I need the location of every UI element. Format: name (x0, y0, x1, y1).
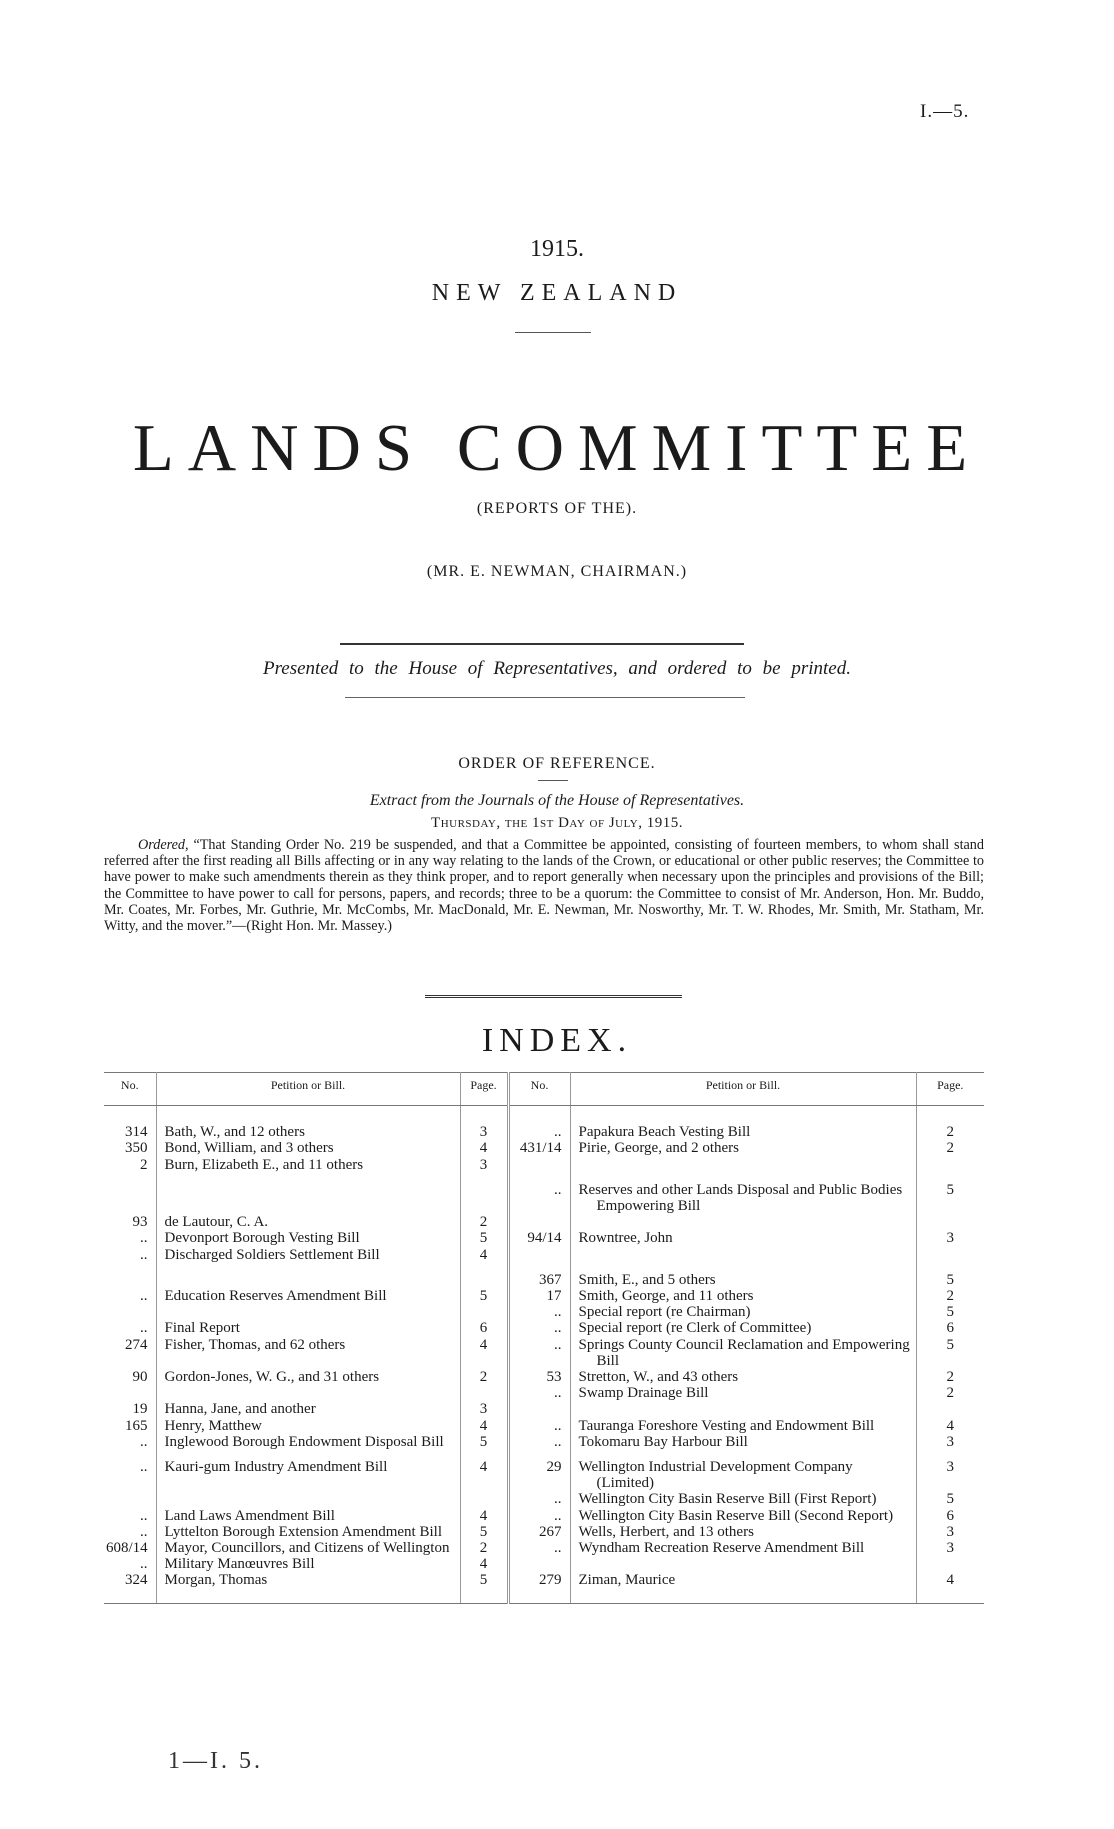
entry-title (570, 1418, 916, 1434)
entry-page: 5 (460, 1230, 508, 1246)
entry-title (570, 1214, 916, 1230)
entry-page: 4 (460, 1556, 508, 1572)
order-date: Thursday, the 1st Day of July, 1915. (431, 815, 683, 831)
entry-text: Discharged Soldiers Settlement Bill (164, 1246, 380, 1263)
entry-title (570, 1508, 916, 1524)
entry-text: Springs County Council Reclamation and Empowering Bill (578, 1336, 910, 1369)
entry-number: .. (508, 1337, 570, 1369)
entry-text: Fisher, Thomas, and 62 others (164, 1336, 346, 1353)
entry-page (916, 1247, 984, 1263)
index-header-row (104, 1073, 984, 1106)
table-row (104, 1247, 984, 1263)
entry-title (156, 1272, 460, 1288)
entry-text: Special report (re Chairman) (578, 1304, 751, 1321)
table-row (104, 1491, 984, 1507)
table-row (104, 1508, 984, 1524)
entry-page: 5 (946, 1181, 954, 1198)
entry-title (570, 1459, 916, 1491)
entry-text: Bond, William, and 3 others (164, 1140, 334, 1157)
entry-text: Morgan, Thomas (164, 1572, 268, 1589)
entry-title (570, 1524, 916, 1540)
col-page-header: Page. (460, 1073, 508, 1106)
entry-number (508, 1157, 570, 1173)
page-title: LANDS COMMITTEE (132, 411, 982, 485)
entry-text: Papakura Beach Vesting Bill (578, 1124, 751, 1141)
entry-number: 608/14 (104, 1540, 156, 1556)
entry-title (156, 1140, 460, 1156)
entry-page: 2 (460, 1369, 508, 1385)
entry-number: .. (508, 1304, 570, 1320)
entry-number: .. (508, 1434, 570, 1450)
chairman-line: (MR. E. NEWMAN, CHAIRMAN.) (426, 563, 688, 580)
col-page-header-right: Page. (916, 1073, 984, 1106)
entry-title (156, 1247, 460, 1263)
entry-page: 2 (946, 1140, 954, 1157)
col-no-header: No. (104, 1073, 156, 1106)
entry-text: Reserves and other Lands Disposal and Public Bodies Empowering Bill (578, 1181, 903, 1215)
entry-text: Burn, Elizabeth E., and 11 others (164, 1156, 364, 1173)
entry-page: 5 (946, 1336, 954, 1353)
gap-cell (460, 1263, 508, 1272)
entry-title (570, 1572, 916, 1603)
divider (515, 332, 591, 333)
entry-title (156, 1459, 460, 1491)
entry-page: 2 (460, 1214, 508, 1230)
entry-text: Education Reserves Amendment Bill (164, 1288, 387, 1305)
entry-number: .. (104, 1434, 156, 1450)
entry-title (156, 1524, 460, 1540)
entry-title (570, 1369, 916, 1385)
table-row (104, 1385, 984, 1401)
entry-page: 4 (460, 1508, 508, 1524)
entry-number: 324 (104, 1572, 156, 1603)
entry-text: Rowntree, John (578, 1230, 673, 1247)
table-row (104, 1157, 984, 1173)
entry-page: 6 (460, 1320, 508, 1336)
gap-cell (508, 1450, 570, 1459)
entry-title (570, 1337, 916, 1369)
entry-number: 165 (104, 1418, 156, 1434)
entry-page (916, 1401, 984, 1417)
entry-title (570, 1385, 916, 1401)
entry-text: Mayor, Councillors, and Citizens of Wellington (164, 1540, 450, 1557)
entry-number: 17 (508, 1288, 570, 1304)
entry-page: 4 (946, 1417, 954, 1434)
page-subtitle: (REPORTS OF THE). (476, 500, 638, 517)
table-row (104, 1272, 984, 1288)
entry-title (570, 1230, 916, 1246)
entry-page (916, 1556, 984, 1572)
entry-text: Wellington City Basin Reserve Bill (First Report) (578, 1491, 877, 1508)
entry-text: Special report (re Clerk of Committee) (578, 1320, 812, 1337)
entry-title (570, 1247, 916, 1263)
row-gap (104, 1263, 984, 1272)
order-paragraph (104, 837, 984, 934)
entry-title (156, 1491, 460, 1507)
entry-page: 6 (946, 1507, 954, 1524)
index-body (104, 1106, 984, 1603)
entry-number: .. (508, 1106, 570, 1141)
entry-number: .. (508, 1182, 570, 1214)
table-row (104, 1304, 984, 1320)
entry-title (156, 1304, 460, 1320)
year: 1915. (530, 236, 584, 262)
entry-text: Henry, Matthew (164, 1417, 262, 1434)
entry-title (156, 1320, 460, 1336)
entry-title (156, 1106, 460, 1141)
entry-title (570, 1304, 916, 1320)
entry-page: 2 (946, 1369, 954, 1386)
table-row (104, 1214, 984, 1230)
entry-title (156, 1337, 460, 1369)
entry-page: 2 (946, 1124, 954, 1141)
entry-number: .. (508, 1320, 570, 1336)
gap-cell (916, 1173, 984, 1182)
row-gap (104, 1450, 984, 1459)
entry-text: Wellington City Basin Reserve Bill (Second Report) (578, 1507, 894, 1524)
entry-text: de Lautour, C. A. (164, 1214, 269, 1231)
entry-title (570, 1320, 916, 1336)
entry-page: 5 (460, 1288, 508, 1304)
entry-number: .. (104, 1508, 156, 1524)
entry-text: Ziman, Maurice (578, 1572, 676, 1589)
divider (538, 780, 568, 781)
gap-cell (104, 1450, 156, 1459)
entry-page: 6 (946, 1320, 954, 1337)
entry-title (570, 1288, 916, 1304)
entry-number (508, 1247, 570, 1263)
entry-page (916, 1157, 984, 1173)
entry-page: 4 (460, 1247, 508, 1263)
footer-reference: 1—I. 5. (168, 1748, 263, 1774)
col-no-header-right: No. (508, 1073, 570, 1106)
entry-number (508, 1214, 570, 1230)
divider (345, 697, 745, 698)
entry-text: Inglewood Borough Endowment Disposal Bill (164, 1433, 444, 1450)
entry-number: .. (104, 1320, 156, 1336)
entry-page (460, 1385, 508, 1401)
entry-title (156, 1214, 460, 1230)
ordered-word: Ordered, (138, 837, 189, 853)
entry-title (156, 1288, 460, 1304)
divider (425, 995, 682, 1000)
paper-reference: I.—5. (920, 101, 970, 122)
entry-page (460, 1272, 508, 1288)
entry-text: Bath, W., and 12 others (164, 1124, 305, 1141)
entry-number (508, 1556, 570, 1572)
entry-page: 3 (946, 1433, 954, 1450)
gap-cell (570, 1263, 916, 1272)
entry-number: .. (104, 1247, 156, 1263)
order-heading: ORDER OF REFERENCE. (458, 755, 656, 772)
entry-page: 5 (460, 1434, 508, 1450)
entry-title (156, 1572, 460, 1603)
row-gap (104, 1173, 984, 1182)
entry-number: 53 (508, 1369, 570, 1385)
gap-cell (916, 1450, 984, 1459)
entry-number: 274 (104, 1337, 156, 1369)
entry-page (460, 1304, 508, 1320)
entry-page (460, 1491, 508, 1507)
entry-page: 3 (946, 1230, 954, 1247)
table-row (104, 1459, 984, 1491)
entry-number (104, 1182, 156, 1214)
entry-text: Military Manœuvres Bill (164, 1556, 315, 1573)
table-row (104, 1418, 984, 1434)
entry-text: Tauranga Foreshore Vesting and Endowment Bill (578, 1417, 875, 1434)
entry-page: 5 (460, 1524, 508, 1540)
entry-title (156, 1540, 460, 1556)
entry-title (570, 1182, 916, 1214)
entry-number: .. (104, 1524, 156, 1540)
entry-number: 29 (508, 1459, 570, 1491)
entry-title (570, 1491, 916, 1507)
table-row (104, 1106, 984, 1141)
entry-title (570, 1272, 916, 1288)
entry-text: Devonport Borough Vesting Bill (164, 1230, 360, 1247)
entry-title (156, 1230, 460, 1246)
gap-cell (460, 1450, 508, 1459)
entry-page: 5 (946, 1304, 954, 1321)
entry-number: 2 (104, 1157, 156, 1173)
entry-title (570, 1140, 916, 1156)
entry-number: 90 (104, 1369, 156, 1385)
entry-text: Final Report (164, 1320, 240, 1337)
entry-number: 431/14 (508, 1140, 570, 1156)
gap-cell (570, 1173, 916, 1182)
entry-title (570, 1540, 916, 1556)
gap-cell (508, 1263, 570, 1272)
entry-page: 3 (946, 1523, 954, 1540)
entry-text: Kauri-gum Industry Amendment Bill (164, 1459, 388, 1476)
table-row (104, 1288, 984, 1304)
extract-line: Extract from the Journals of the House of Representatives. (369, 792, 745, 809)
entry-number: .. (104, 1459, 156, 1491)
entry-number: 350 (104, 1140, 156, 1156)
entry-text: Stretton, W., and 43 others (578, 1369, 739, 1386)
gap-cell (104, 1263, 156, 1272)
entry-text: Wyndham Recreation Reserve Amendment Bill (578, 1540, 865, 1557)
gap-cell (156, 1173, 460, 1182)
entry-title (570, 1434, 916, 1450)
gap-cell (508, 1173, 570, 1182)
entry-page: 5 (460, 1572, 508, 1603)
entry-number: .. (508, 1491, 570, 1507)
entry-title (156, 1434, 460, 1450)
index-table (104, 1072, 984, 1604)
entry-page: 3 (946, 1540, 954, 1557)
entry-text: Land Laws Amendment Bill (164, 1507, 335, 1524)
entry-page: 3 (460, 1157, 508, 1173)
entry-title (156, 1385, 460, 1401)
entry-page: 5 (946, 1491, 954, 1508)
gap-cell (460, 1173, 508, 1182)
entry-page: 3 (460, 1401, 508, 1417)
entry-number (508, 1401, 570, 1417)
entry-page: 4 (460, 1337, 508, 1369)
entry-page: 4 (916, 1572, 984, 1603)
entry-number (104, 1491, 156, 1507)
entry-title (156, 1508, 460, 1524)
table-row (104, 1140, 984, 1156)
entry-number: 19 (104, 1401, 156, 1417)
entry-number: 94/14 (508, 1230, 570, 1246)
entry-number: 367 (508, 1272, 570, 1288)
entry-number: .. (508, 1418, 570, 1434)
entry-page: 3 (946, 1459, 954, 1476)
gap-cell (156, 1450, 460, 1459)
table-row (104, 1182, 984, 1214)
entry-title (156, 1401, 460, 1417)
table-row (104, 1369, 984, 1385)
entry-title (156, 1182, 460, 1214)
entry-title (570, 1106, 916, 1141)
entry-title (570, 1157, 916, 1173)
entry-text: Wells, Herbert, and 13 others (578, 1523, 754, 1540)
gap-cell (104, 1173, 156, 1182)
entry-text: Pirie, George, and 2 others (578, 1140, 740, 1157)
entry-title (156, 1157, 460, 1173)
presented-line: Presented to the House of Representatives, and ordered to be printed. (262, 658, 851, 679)
entry-number: 279 (508, 1572, 570, 1603)
entry-text: Smith, E., and 5 others (578, 1271, 716, 1288)
table-row (104, 1401, 984, 1417)
entry-title (156, 1369, 460, 1385)
entry-text: Swamp Drainage Bill (578, 1385, 709, 1402)
entry-number: .. (508, 1385, 570, 1401)
divider (340, 643, 744, 645)
entry-title (156, 1418, 460, 1434)
entry-number: .. (508, 1508, 570, 1524)
entry-number: .. (508, 1540, 570, 1556)
entry-page: 4 (460, 1459, 508, 1491)
entry-text: Lyttelton Borough Extension Amendment Bill (164, 1523, 442, 1540)
entry-page: 4 (460, 1418, 508, 1434)
table-row (104, 1320, 984, 1336)
entry-page (916, 1214, 984, 1230)
entry-page: 2 (946, 1385, 954, 1402)
table-row (104, 1572, 984, 1603)
entry-page: 3 (460, 1106, 508, 1141)
gap-cell (916, 1263, 984, 1272)
table-row (104, 1556, 984, 1572)
col-petition-header-right: Petition or Bill. (570, 1073, 916, 1106)
entry-number (104, 1304, 156, 1320)
entry-title (570, 1401, 916, 1417)
table-row (104, 1230, 984, 1246)
entry-title (156, 1556, 460, 1572)
entry-number: .. (104, 1288, 156, 1304)
country-heading: NEW ZEALAND (431, 280, 683, 306)
entry-text: Smith, George, and 11 others (578, 1288, 754, 1305)
entry-number: .. (104, 1556, 156, 1572)
entry-page: 2 (946, 1288, 954, 1305)
index-heading: INDEX. (481, 1022, 633, 1059)
entry-number (104, 1385, 156, 1401)
entry-page (460, 1182, 508, 1214)
entry-text: Tokomaru Bay Harbour Bill (578, 1433, 748, 1450)
entry-page: 5 (946, 1271, 954, 1288)
entry-page: 2 (460, 1540, 508, 1556)
table-row (104, 1434, 984, 1450)
table-row (104, 1337, 984, 1369)
entry-number: 267 (508, 1524, 570, 1540)
entry-number: 314 (104, 1106, 156, 1141)
entry-number: 93 (104, 1214, 156, 1230)
table-row (104, 1524, 984, 1540)
gap-cell (156, 1263, 460, 1272)
entry-text: Hanna, Jane, and another (164, 1401, 316, 1418)
entry-number: .. (104, 1230, 156, 1246)
entry-page: 4 (460, 1140, 508, 1156)
order-text: “That Standing Order No. 219 be suspended, and that a Committee be appointed, consisting of fourteen members, to whom shall stand referred after the first reading all Bills affecting or in any way relating to the lands of the Crown, or educational or other public reserves; the Committee to have power to make such amendments therein as they think proper, and to report generally when necessary upon the principles and provisions of the Bill; the Committee to have power to call for persons, papers, and records; three to be a quorum: the Committee to consist of Mr. Anderson, Hon. Mr. Buddo, Mr. Coates, Mr. Forbes, Mr. Guthrie, Mr. McCombs, Mr. MacDonald, Mr. E. Newman, Mr. Nosworthy, Mr. T. W. Rhodes, Mr. Smith, Mr. Statham, Mr. Witty, and the mover.”—(Right Hon. Mr. Massey.) (104, 837, 984, 935)
entry-title (570, 1556, 916, 1572)
gap-cell (570, 1450, 916, 1459)
col-petition-header: Petition or Bill. (156, 1073, 460, 1106)
entry-text: Gordon-Jones, W. G., and 31 others (164, 1369, 380, 1386)
entry-number (104, 1272, 156, 1288)
table-row (104, 1540, 984, 1556)
entry-text: Wellington Industrial Development Company (Limited) (578, 1459, 853, 1492)
